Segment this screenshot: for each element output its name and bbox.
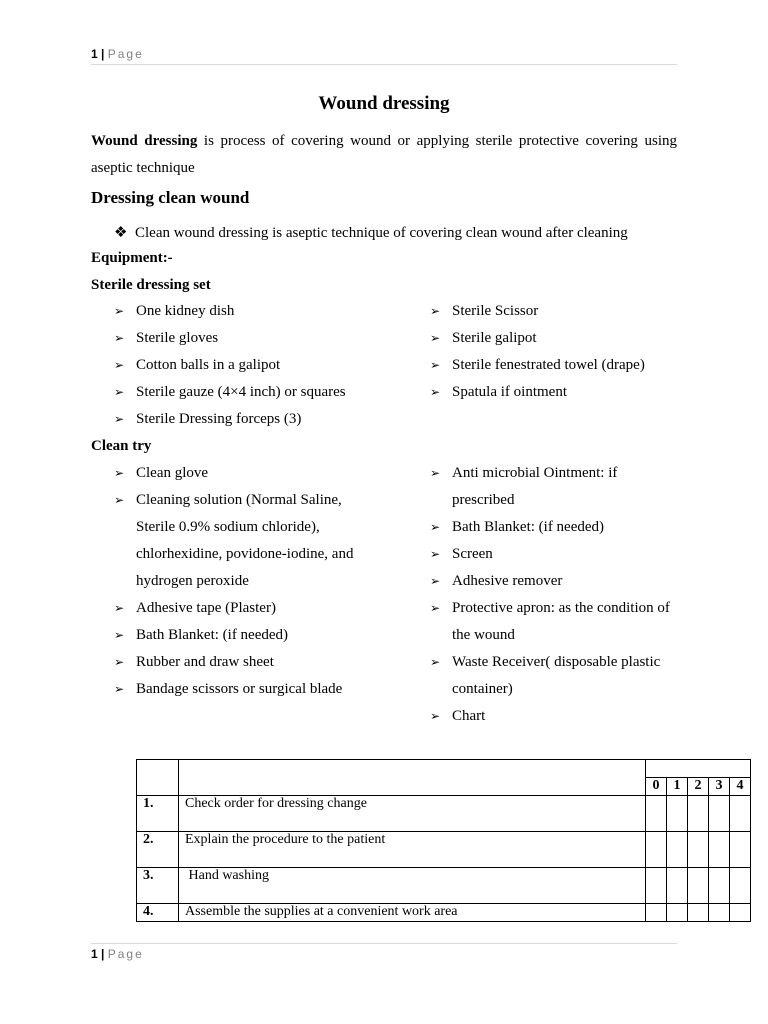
step-text: Assemble the supplies at a convenient work area xyxy=(179,904,646,922)
intro-definition: is process of covering wound or applying sterile protective covering using aseptic technique xyxy=(91,133,677,176)
arrow-bullet-icon: ➢ xyxy=(114,493,125,507)
arrow-bullet-icon: ➢ xyxy=(114,331,125,345)
arrow-bullet-icon: ➢ xyxy=(430,520,441,534)
list-item: ➢ One kidney dish xyxy=(114,298,394,325)
list-item: ➢ Adhesive tape (Plaster) xyxy=(114,595,364,622)
list-item: ➢ Protective apron: as the condition of the wound xyxy=(430,595,680,649)
score-cell[interactable] xyxy=(667,832,688,868)
list-item: ➢ Anti microbial Ointment: if prescribed xyxy=(430,460,680,514)
list-item: ➢ Chart xyxy=(430,703,680,730)
clean-tray-right-list xyxy=(430,460,680,730)
score-cell[interactable] xyxy=(646,796,667,832)
score-header: 1 xyxy=(667,778,688,796)
sterile-set-right-list xyxy=(430,298,690,406)
list-item: ➢ Sterile gauze (4×4 inch) or squares xyxy=(114,379,394,406)
step-text: Explain the procedure to the patient xyxy=(179,832,646,868)
page-number: 1 xyxy=(91,47,98,61)
diamond-bullet-icon: ❖ xyxy=(114,225,128,241)
page-header xyxy=(91,47,677,65)
arrow-bullet-icon: ➢ xyxy=(430,574,441,588)
table-row xyxy=(137,796,751,832)
arrow-bullet-icon: ➢ xyxy=(430,655,441,669)
score-cell[interactable] xyxy=(709,868,730,904)
arrow-bullet-icon: ➢ xyxy=(430,601,441,615)
score-cell[interactable] xyxy=(646,904,667,922)
table-row xyxy=(137,832,751,868)
list-item: ➢ Cotton balls in a galipot xyxy=(114,352,394,379)
page-word: Page xyxy=(107,947,144,961)
table-header-top xyxy=(137,760,751,778)
list-item: ➢ Bath Blanket: (if needed) xyxy=(114,622,364,649)
score-cell[interactable] xyxy=(688,796,709,832)
step-number: 2. xyxy=(137,832,179,868)
score-header: 4 xyxy=(730,778,751,796)
arrow-bullet-icon: ➢ xyxy=(430,358,441,372)
score-cell[interactable] xyxy=(709,832,730,868)
document-title: Wound dressing xyxy=(318,93,450,114)
score-cell[interactable] xyxy=(667,868,688,904)
page-word: Page xyxy=(107,47,144,61)
list-item: ➢ Rubber and draw sheet xyxy=(114,649,364,676)
arrow-bullet-icon: ➢ xyxy=(114,601,125,615)
score-cell[interactable] xyxy=(688,904,709,922)
arrow-bullet-icon: ➢ xyxy=(430,385,441,399)
list-item: ➢ Waste Receiver( disposable plastic container) xyxy=(430,649,680,703)
arrow-bullet-icon: ➢ xyxy=(114,628,125,642)
list-item: ➢ Cleaning solution (Normal Saline, Sterile 0.9% sodium chloride), chlorhexidine, povidone-iodine, and hydrogen peroxide xyxy=(114,487,364,595)
sterile-set-left-list xyxy=(114,298,394,433)
arrow-bullet-icon: ➢ xyxy=(430,466,441,480)
intro-term: Wound dressing xyxy=(91,133,198,149)
clean-tray-heading: Clean try xyxy=(91,438,152,454)
score-cell[interactable] xyxy=(730,868,751,904)
arrow-bullet-icon: ➢ xyxy=(114,304,125,318)
score-cell[interactable] xyxy=(730,796,751,832)
score-cell[interactable] xyxy=(709,904,730,922)
list-item: ➢ Spatula if ointment xyxy=(430,379,690,406)
page-separator: | xyxy=(101,47,105,61)
list-item: ➢ Sterile Scissor xyxy=(430,298,690,325)
page-number: 1 xyxy=(91,947,98,961)
score-cell[interactable] xyxy=(709,796,730,832)
section-heading: Dressing clean wound xyxy=(91,188,250,207)
list-item: ➢ Clean glove xyxy=(114,460,364,487)
arrow-bullet-icon: ➢ xyxy=(114,385,125,399)
list-item: ➢ Sterile Dressing forceps (3) xyxy=(114,406,394,433)
arrow-bullet-icon: ➢ xyxy=(114,466,125,480)
score-cell[interactable] xyxy=(667,796,688,832)
score-header: 2 xyxy=(688,778,709,796)
list-item: ➢ Sterile fenestrated towel (drape) xyxy=(430,352,690,379)
score-cell[interactable] xyxy=(730,904,751,922)
step-number: 3. xyxy=(137,868,179,904)
clean-definition-item xyxy=(114,223,628,242)
list-item: ➢ Screen xyxy=(430,541,680,568)
arrow-bullet-icon: ➢ xyxy=(430,304,441,318)
arrow-bullet-icon: ➢ xyxy=(114,655,125,669)
score-cell[interactable] xyxy=(667,904,688,922)
score-cell[interactable] xyxy=(646,868,667,904)
score-cell[interactable] xyxy=(730,832,751,868)
list-item: ➢ Bandage scissors or surgical blade xyxy=(114,676,364,703)
score-header: 3 xyxy=(709,778,730,796)
score-header: 0 xyxy=(646,778,667,796)
list-item: ➢ Bath Blanket: (if needed) xyxy=(430,514,680,541)
list-item: ➢ Sterile galipot xyxy=(430,325,690,352)
arrow-bullet-icon: ➢ xyxy=(430,709,441,723)
step-number: 4. xyxy=(137,904,179,922)
score-cell[interactable] xyxy=(688,868,709,904)
step-number: 1. xyxy=(137,796,179,832)
table-row xyxy=(137,904,751,922)
score-cell[interactable] xyxy=(688,832,709,868)
page-footer xyxy=(91,943,677,964)
step-text: Hand washing xyxy=(179,868,646,904)
arrow-bullet-icon: ➢ xyxy=(114,682,125,696)
step-text: Check order for dressing change xyxy=(179,796,646,832)
score-cell[interactable] xyxy=(646,832,667,868)
intro-paragraph xyxy=(91,128,677,182)
list-item: ➢ Adhesive remover xyxy=(430,568,680,595)
clean-tray-left-list xyxy=(114,460,364,703)
clean-definition-text: Clean wound dressing is aseptic technique of covering clean wound after cleaning xyxy=(135,225,628,241)
list-item: ➢ Sterile gloves xyxy=(114,325,394,352)
arrow-bullet-icon: ➢ xyxy=(430,331,441,345)
arrow-bullet-icon: ➢ xyxy=(430,547,441,561)
arrow-bullet-icon: ➢ xyxy=(114,412,125,426)
page-separator: | xyxy=(101,947,105,961)
table-row xyxy=(137,868,751,904)
procedure-table xyxy=(136,759,751,922)
arrow-bullet-icon: ➢ xyxy=(114,358,125,372)
sterile-set-heading: Sterile dressing set xyxy=(91,277,211,293)
equipment-heading: Equipment:- xyxy=(91,250,173,266)
